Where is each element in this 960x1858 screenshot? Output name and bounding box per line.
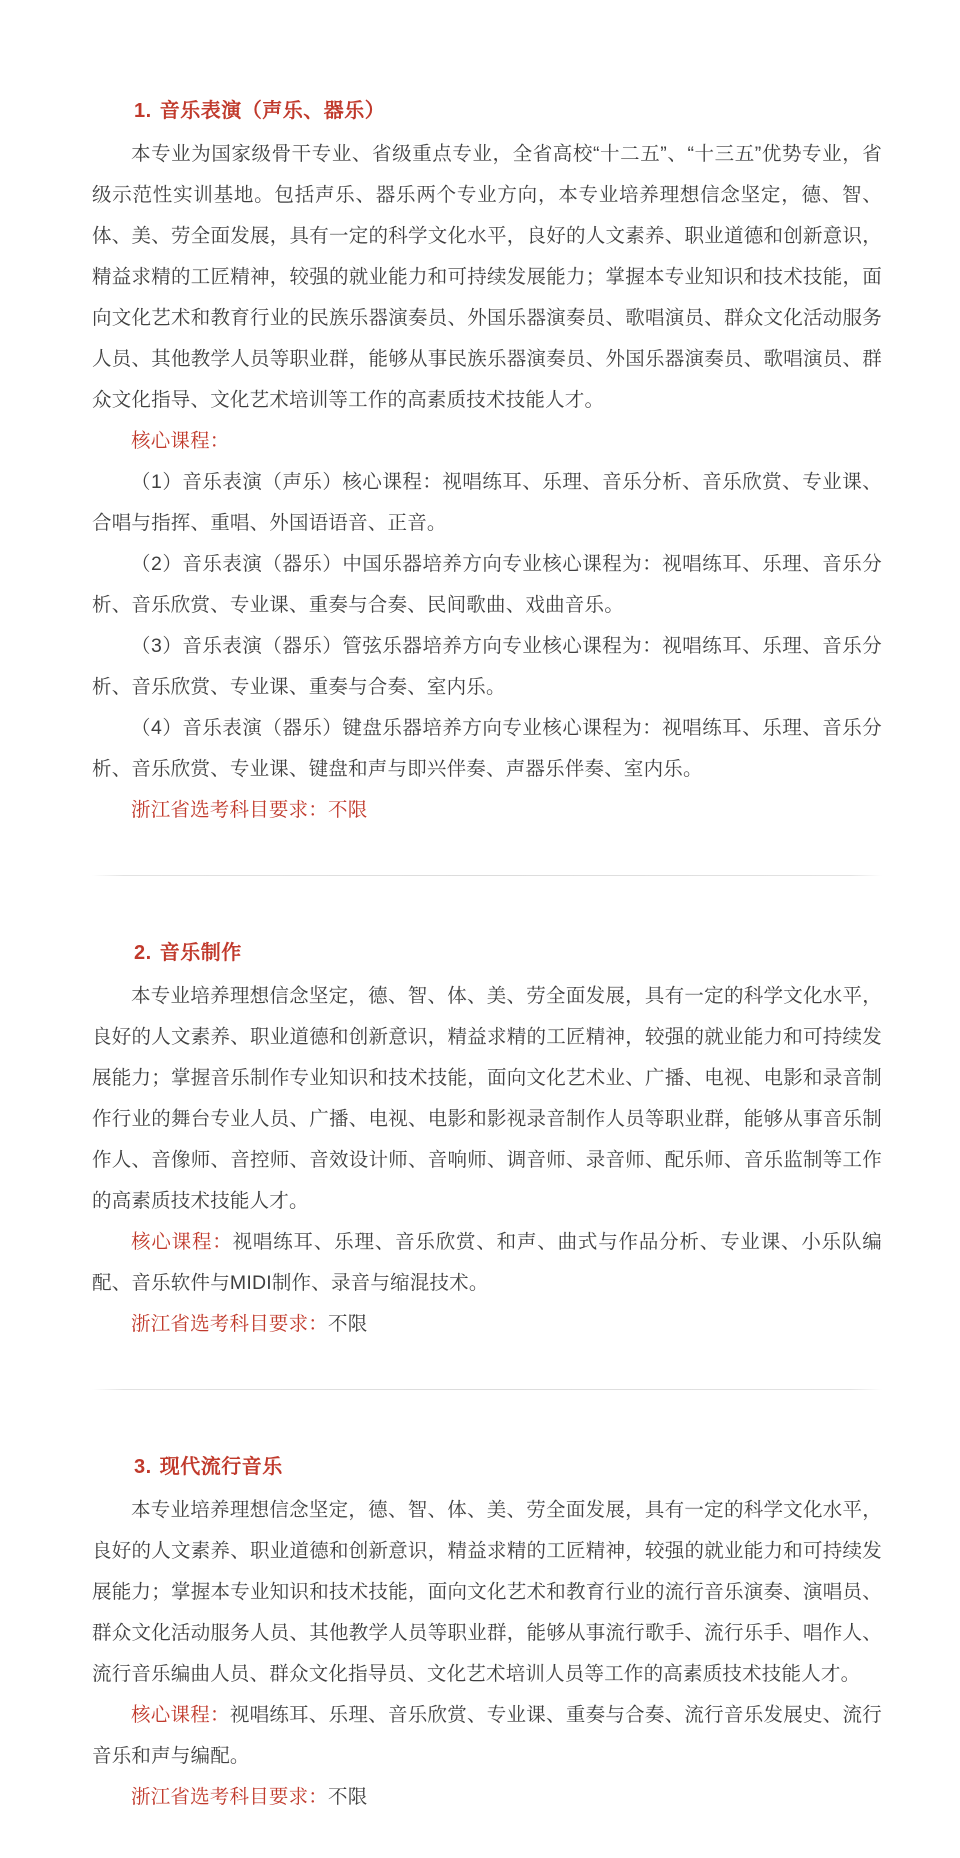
section-heading-2 bbox=[134, 938, 882, 968]
section-spacer-2 bbox=[92, 1345, 882, 1389]
core-course-item-1-3: （3）音乐表演（器乐）管弦乐器培养方向专业核心课程为：视唱练耳、乐理、音乐分析、音乐欣赏、专业课、重奏与合奏、室内乐。 bbox=[92, 635, 882, 698]
core-courses-value-3: 视唱练耳、乐理、音乐欣赏、专业课、重奏与合奏、流行音乐发展史、流行音乐和声与编配。 bbox=[92, 1704, 882, 1767]
major-section-1 bbox=[92, 96, 882, 876]
section-heading-3 bbox=[134, 1452, 882, 1482]
exam-requirement-label-3: 浙江省选考科目要求： bbox=[131, 1786, 329, 1808]
major-section-2 bbox=[92, 876, 882, 1390]
section-title-1: 音乐表演（声乐、器乐） bbox=[159, 100, 386, 122]
core-courses-label-text-3: 核心课程： bbox=[131, 1704, 230, 1726]
section-intro-1: 本专业为国家级骨干专业、省级重点专业，全省高校“十二五”、“十三五”优势专业，省级示范性实训基地。包括声乐、器乐两个专业方向，本专业培养理想信念坚定，德、智、体、美、劳全面发展，具有一定的科学文化水平，良好的人文素养、职业道德和创新意识，精益求精的工匠精神，较强的就业能力和可持续发展能力；掌握本专业知识和技术技能，面向文化艺术和教育行业的民族乐器演奏员、外国乐器演奏员、歌唱演员、群众文化活动服务人员、其他教学人员等职业群，能够从事民族乐器演奏员、外国乐器演奏员、歌唱演员、群众文化指导、文化艺术培训等工作的高素质技术技能人才。 bbox=[92, 143, 882, 411]
major-section-3 bbox=[92, 1390, 882, 1818]
section-title-3: 现代流行音乐 bbox=[159, 1456, 283, 1478]
exam-requirement-value-1: 不限 bbox=[328, 799, 368, 821]
core-courses-label-1 bbox=[92, 421, 882, 462]
core-course-item-1-2: （2）音乐表演（器乐）中国乐器培养方向专业核心课程为：视唱练耳、乐理、音乐分析、音乐欣赏、专业课、重奏与合奏、民间歌曲、戏曲音乐。 bbox=[92, 553, 882, 616]
section-number-2: 2. bbox=[134, 942, 152, 964]
section-intro-3: 本专业培养理想信念坚定，德、智、体、美、劳全面发展，具有一定的科学文化水平，良好的人文素养、职业道德和创新意识，精益求精的工匠精神，较强的就业能力和可持续发展能力；掌握本专业知识和技术技能，面向文化艺术和教育行业的流行音乐演奏、演唱员、群众文化活动服务人员、其他教学人员等职业群，能够从事流行歌手、流行乐手、唱作人、流行音乐编曲人员、群众文化指导员、文化艺术培训人员等工作的高素质技术技能人才。 bbox=[92, 1499, 882, 1685]
section-number-1: 1. bbox=[134, 100, 152, 122]
exam-requirement-value-2: 不限 bbox=[328, 1313, 368, 1335]
exam-requirement-3 bbox=[92, 1777, 882, 1818]
section-spacer-1 bbox=[92, 831, 882, 875]
section-title-2: 音乐制作 bbox=[159, 942, 242, 964]
exam-requirement-1 bbox=[92, 790, 882, 831]
section-number-3: 3. bbox=[134, 1456, 152, 1478]
core-courses-label-text-1: 核心课程： bbox=[131, 430, 230, 452]
exam-requirement-label-1: 浙江省选考科目要求： bbox=[131, 799, 329, 821]
core-courses-label-text-2: 核心课程： bbox=[131, 1231, 233, 1253]
core-courses-value-2: 视唱练耳、乐理、音乐欣赏、和声、曲式与作品分析、专业课、小乐队编配、音乐软件与MIDI制作、录音与缩混技术。 bbox=[92, 1231, 882, 1294]
core-course-item-1-4: （4）音乐表演（器乐）键盘乐器培养方向专业核心课程为：视唱练耳、乐理、音乐分析、音乐欣赏、专业课、键盘和声与即兴伴奏、声器乐伴奏、室内乐。 bbox=[92, 717, 882, 780]
section-heading-1 bbox=[134, 96, 882, 126]
core-courses-3 bbox=[92, 1695, 882, 1777]
exam-requirement-2 bbox=[92, 1304, 882, 1345]
core-course-item-1-1: （1）音乐表演（声乐）核心课程：视唱练耳、乐理、音乐分析、音乐欣赏、专业课、合唱与指挥、重唱、外国语语音、正音。 bbox=[92, 471, 882, 534]
section-intro-2: 本专业培养理想信念坚定，德、智、体、美、劳全面发展，具有一定的科学文化水平，良好的人文素养、职业道德和创新意识，精益求精的工匠精神，较强的就业能力和可持续发展能力；掌握音乐制作专业知识和技术技能，面向文化艺术业、广播、电视、电影和录音制作行业的舞台专业人员、广播、电视、电影和影视录音制作人员等职业群，能够从事音乐制作人、音像师、音控师、音效设计师、音响师、调音师、录音师、配乐师、音乐监制等工作的高素质技术技能人才。 bbox=[92, 985, 882, 1212]
core-courses-2 bbox=[92, 1222, 882, 1304]
exam-requirement-label-2: 浙江省选考科目要求： bbox=[131, 1313, 329, 1335]
exam-requirement-value-3: 不限 bbox=[328, 1786, 368, 1808]
